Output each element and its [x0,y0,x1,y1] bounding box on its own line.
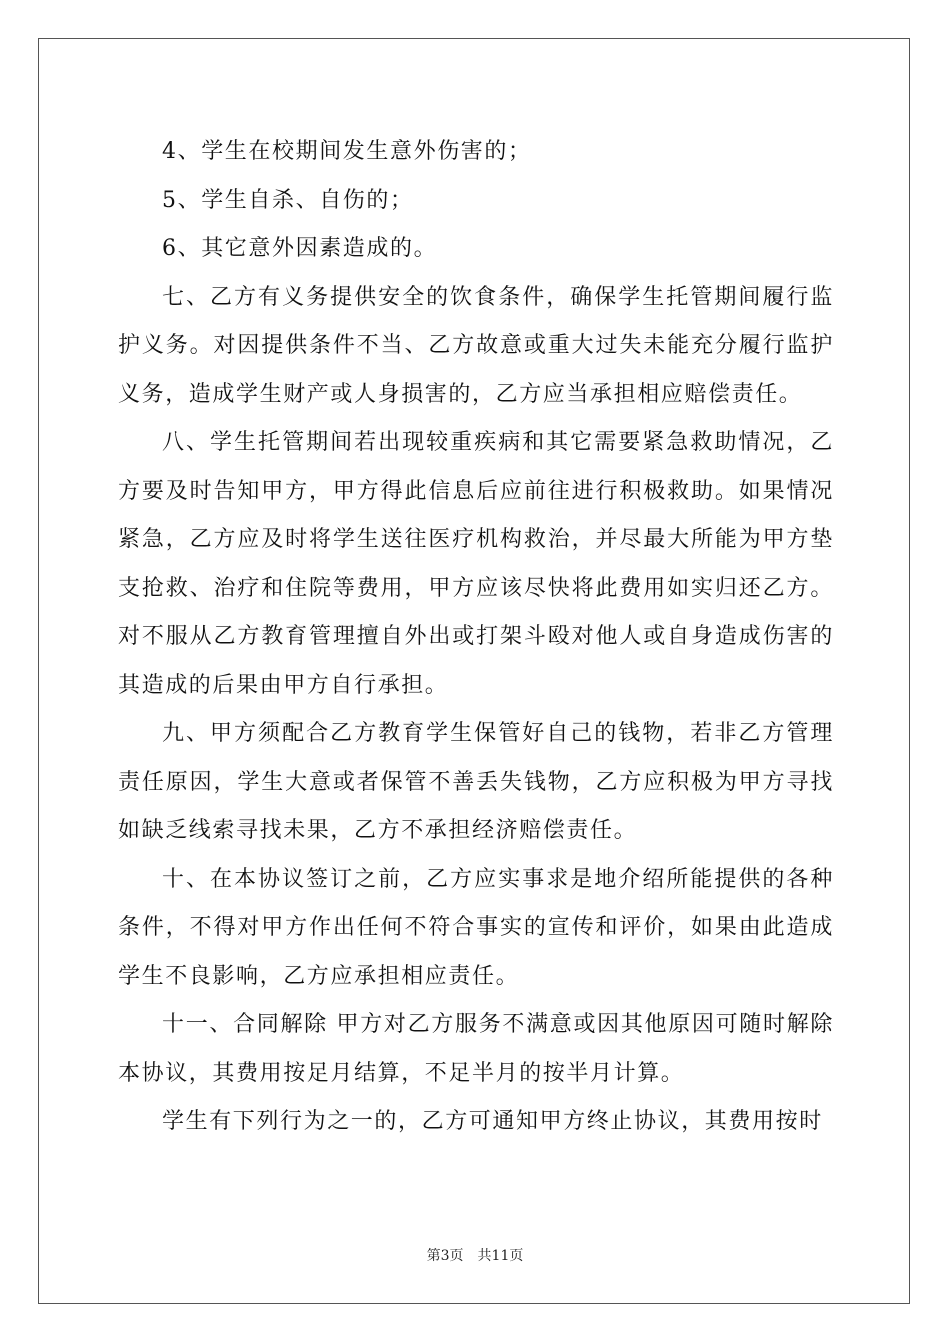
document-body [118,128,834,1147]
paragraph-item-5: 5、学生自杀、自伤的； [162,187,414,213]
paragraph-item-6: 6、其它意外因素造成的。 [162,236,438,261]
paragraph-clause-10: 十、在本协议签订之前，乙方应实事求是地介绍所能提供的各种条件，不得对甲方作出任何不符合事实的宣传和评价，如果由此造成学生不良影响，乙方应承担相应责任。 [118,866,834,989]
paragraph-clause-9: 九、甲方须配合乙方教育学生保管好自己的钱物，若非乙方管理责任原因，学生大意或者保管不善丢失钱物，乙方应积极为甲方寻找如缺乏线索寻找未果，乙方不承担经济赔偿责任。 [118,721,834,843]
paragraph-clause-8: 八、学生托管期间若出现较重疾病和其它需要紧急救助情况，乙方要及时告知甲方，甲方得此信息后应前往进行积极救助。如果情况紧急，乙方应及时将学生送往医疗机构救治，并尽最大所能为甲方垫支抢救、治疗和住院等费用，甲方应该尽快将此费用如实归还乙方。对不服从乙方教育管理擅自外出或打架斗殴对他人或自身造成伤害的其造成的后果由甲方自行承担。 [118,430,834,698]
paragraph-clause-7: 七、乙方有义务提供安全的饮食条件，确保学生托管期间履行监护义务。对因提供条件不当、乙方故意或重大过失未能充分履行监护义务，造成学生财产或人身损害的，乙方应当承担相应赔偿责任。 [118,284,834,407]
paragraph-item-4: 4、学生在校期间发生意外伤害的； [162,139,532,164]
page-footer [0,1247,950,1265]
page-number: 第3页 [426,1248,464,1264]
page-total: 共11页 [477,1248,524,1264]
paragraph-clause-11: 十一、合同解除 甲方对乙方服务不满意或因其他原因可随时解除本协议，其费用按足月结算，不足半月的按半月计算。 [118,1012,834,1086]
paragraph-termination: 学生有下列行为之一的，乙方可通知甲方终止协议，其费用按时 [162,1109,823,1134]
